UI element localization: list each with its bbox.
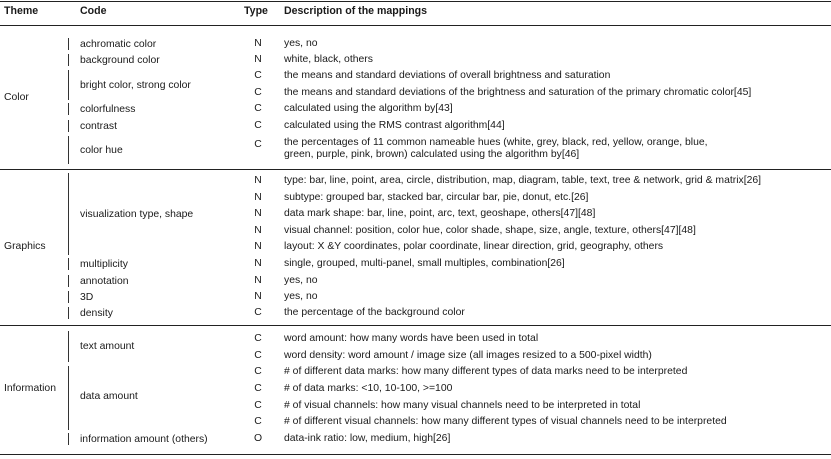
type-cell: C — [254, 70, 262, 81]
description-cell: # of visual channels: how many visual channels need to be interpreted in total — [284, 400, 641, 411]
theme-information: Information — [4, 383, 56, 394]
code-background-color: background color — [80, 55, 160, 66]
header-description: Description of the mappings — [284, 5, 428, 17]
description-cell: # of data marks: <10, 10-100, >=100 — [284, 383, 453, 394]
type-cell: N — [254, 258, 262, 269]
group-bar — [68, 307, 69, 319]
type-cell: C — [254, 307, 262, 318]
type-cell: N — [254, 275, 262, 286]
type-cell: C — [254, 87, 262, 98]
description-cell: the means and standard deviations of overall brightness and saturation — [284, 70, 611, 81]
code-contrast: contrast — [80, 121, 117, 132]
type-cell: C — [254, 416, 262, 427]
theme-color: Color — [4, 92, 29, 103]
description-cell: yes, no — [284, 275, 318, 286]
group-bar — [68, 38, 69, 50]
description-cell: layout: X &Y coordinates, polar coordinate, linear direction, grid, geography, others — [284, 241, 664, 252]
code-3d: 3D — [80, 292, 94, 303]
header-type: Type — [244, 5, 268, 17]
type-cell: C — [254, 120, 262, 131]
group-bar — [68, 275, 69, 287]
group-bar — [68, 433, 69, 445]
description-cell: visual channel: position, color hue, color shade, shape, size, angle, texture, others[47][48] — [284, 225, 696, 236]
group-bar — [68, 103, 69, 115]
group-bar — [68, 120, 69, 132]
section-rule-graphics — [0, 325, 831, 326]
table-top-rule — [0, 1, 831, 2]
type-cell: N — [254, 192, 262, 203]
description-cell: calculated using the RMS contrast algorithm[44] — [284, 120, 505, 131]
type-cell: N — [254, 225, 262, 236]
description-cell: word amount: how many words have been used in total — [284, 333, 539, 344]
group-bar — [68, 70, 69, 100]
code-multiplicity: multiplicity — [80, 259, 128, 270]
code-density: density — [80, 308, 113, 319]
description-cell: data-ink ratio: low, medium, high[26] — [284, 433, 451, 444]
code-colorfulness: colorfulness — [80, 104, 136, 115]
code-bright-color: bright color, strong color — [80, 80, 191, 91]
description-cell: the percentages of 11 common nameable hues (white, grey, black, red, yellow, orange, blue, — [284, 137, 708, 148]
description-cell: calculated using the algorithm by[43] — [284, 103, 453, 114]
code-annotation: annotation — [80, 276, 129, 287]
header-theme: Theme — [4, 5, 39, 17]
group-bar — [68, 258, 69, 270]
type-cell: O — [253, 433, 263, 444]
header-rule — [0, 25, 831, 26]
description-cell: yes, no — [284, 38, 318, 49]
code-color-hue: color hue — [80, 145, 123, 156]
description-cell: type: bar, line, point, area, circle, distribution, map, diagram, table, text, tree & network, grid & matrix[26] — [284, 175, 762, 186]
description-cell: word density: word amount / image size (all images resized to a 500-pixel width) — [284, 350, 652, 361]
type-cell: N — [254, 54, 262, 65]
type-cell: N — [254, 208, 262, 219]
description-cell-continued: green, purple, pink, brown) calculated using the algorithm by[46] — [284, 149, 580, 160]
type-cell: C — [254, 366, 262, 377]
header-code: Code — [80, 5, 107, 17]
theme-graphics: Graphics — [4, 241, 46, 252]
code-achromatic-color: achromatic color — [80, 39, 157, 50]
description-cell: # of different visual channels: how many different types of visual channels need to be interpreted — [284, 416, 727, 427]
description-cell: data mark shape: bar, line, point, arc, text, geoshape, others[47][48] — [284, 208, 596, 219]
group-bar — [68, 173, 69, 255]
type-cell: C — [254, 383, 262, 394]
code-text-amount: text amount — [80, 341, 135, 352]
group-bar — [68, 54, 69, 66]
type-cell: C — [254, 333, 262, 344]
description-cell: yes, no — [284, 291, 318, 302]
description-cell: the percentage of the background color — [284, 307, 465, 318]
type-cell: N — [254, 291, 262, 302]
type-cell: N — [254, 38, 262, 49]
description-cell: the means and standard deviations of the brightness and saturation of the primary chromatic color[45] — [284, 87, 752, 98]
group-bar — [68, 366, 69, 430]
description-cell: white, black, others — [284, 54, 373, 65]
type-cell: C — [254, 139, 262, 150]
code-data-amount: data amount — [80, 391, 138, 402]
group-bar — [68, 136, 69, 164]
group-bar — [68, 291, 69, 303]
type-cell: C — [254, 350, 262, 361]
group-bar — [68, 331, 69, 362]
description-cell: single, grouped, multi-panel, small multiples, combination[26] — [284, 258, 565, 269]
description-cell: subtype: grouped bar, stacked bar, circular bar, pie, donut, etc.[26] — [284, 192, 589, 203]
type-cell: C — [254, 400, 262, 411]
section-rule-color — [0, 169, 831, 170]
table-bottom-rule — [0, 454, 831, 455]
type-cell: N — [254, 241, 262, 252]
type-cell: N — [254, 175, 262, 186]
description-cell: # of different data marks: how many different types of data marks need to be interpreted — [284, 366, 688, 377]
type-cell: C — [254, 103, 262, 114]
code-information-amount: information amount (others) — [80, 434, 208, 445]
code-visualization-type: visualization type, shape — [80, 209, 194, 220]
